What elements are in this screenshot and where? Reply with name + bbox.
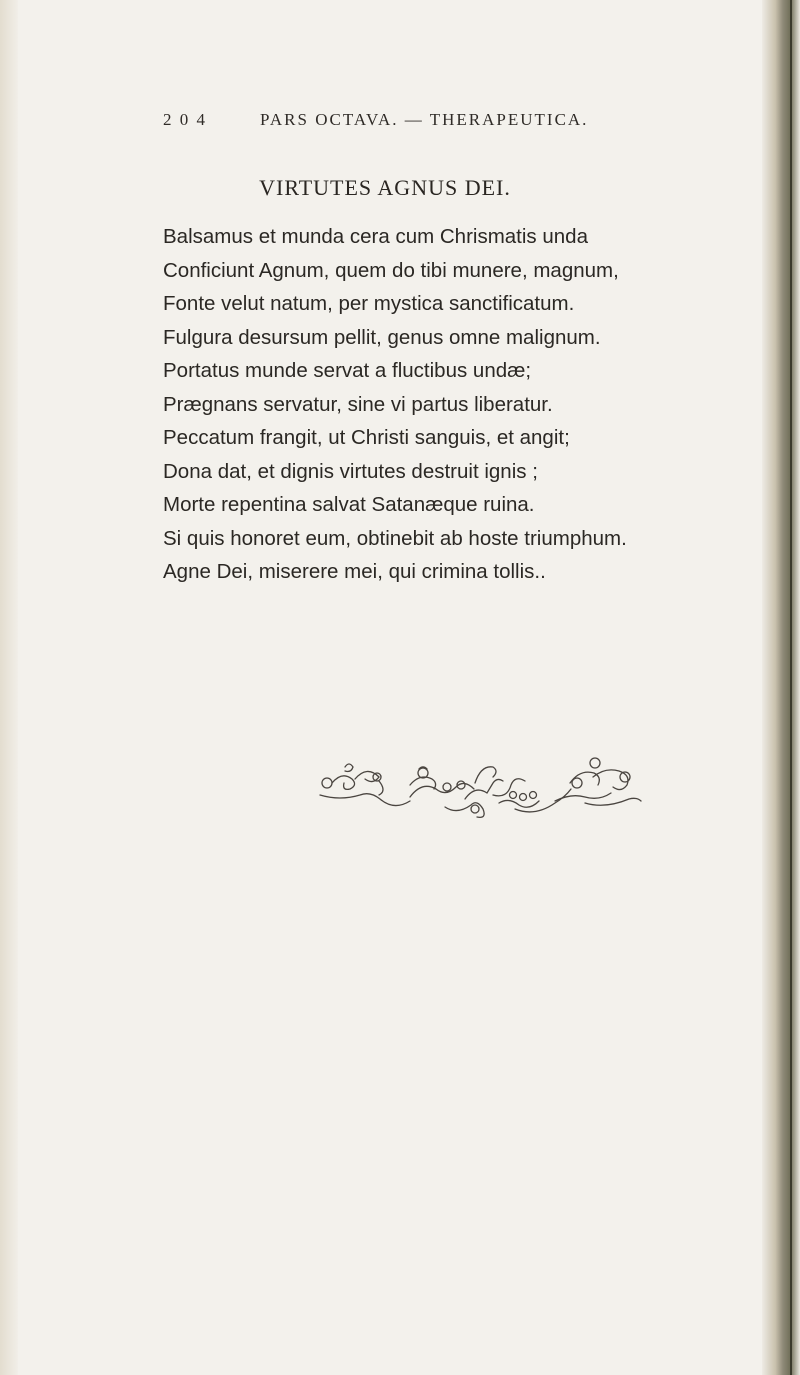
verse-line: Morte repentina salvat Satanæque ruina. bbox=[163, 493, 535, 516]
verse-line: Fulgura desursum pellit, genus omne malignum. bbox=[163, 325, 601, 349]
verse-line: Prægnans servatur, sine vi partus liberatur. bbox=[163, 392, 553, 416]
page-gutter-shadow bbox=[762, 0, 800, 1375]
floral-tailpiece-ornament-icon bbox=[315, 755, 645, 835]
verse-line: Fonte velut natum, per mystica sanctificatum. bbox=[163, 292, 575, 315]
poem-verses bbox=[163, 220, 763, 589]
verse-line: Dona dat, et dignis virtutes destruit ignis ; bbox=[163, 459, 538, 483]
running-header bbox=[163, 110, 663, 134]
running-title: PARS OCTAVA. — THERAPEUTICA. bbox=[260, 110, 589, 129]
verse-line: Balsamus et munda cera cum Chrismatis unda bbox=[163, 225, 588, 248]
verse-line: Si quis honoret eum, obtinebit ab hoste triumphum. bbox=[163, 526, 627, 550]
poem-title: VIRTUTES AGNUS DEI. bbox=[259, 175, 511, 200]
verse-line: Agne Dei, miserere mei, qui crimina tollis.. bbox=[163, 560, 546, 583]
verse-line: Portatus munde servat a fluctibus undæ; bbox=[163, 359, 532, 382]
page-left-edge bbox=[0, 0, 18, 1375]
verse-line: Peccatum frangit, ut Christi sanguis, et angit; bbox=[163, 426, 570, 449]
verse-line: Conficiunt Agnum, quem do tibi munere, magnum, bbox=[163, 258, 619, 282]
page-number: 2 0 4 bbox=[163, 110, 207, 129]
page-binding-edge bbox=[790, 0, 792, 1375]
